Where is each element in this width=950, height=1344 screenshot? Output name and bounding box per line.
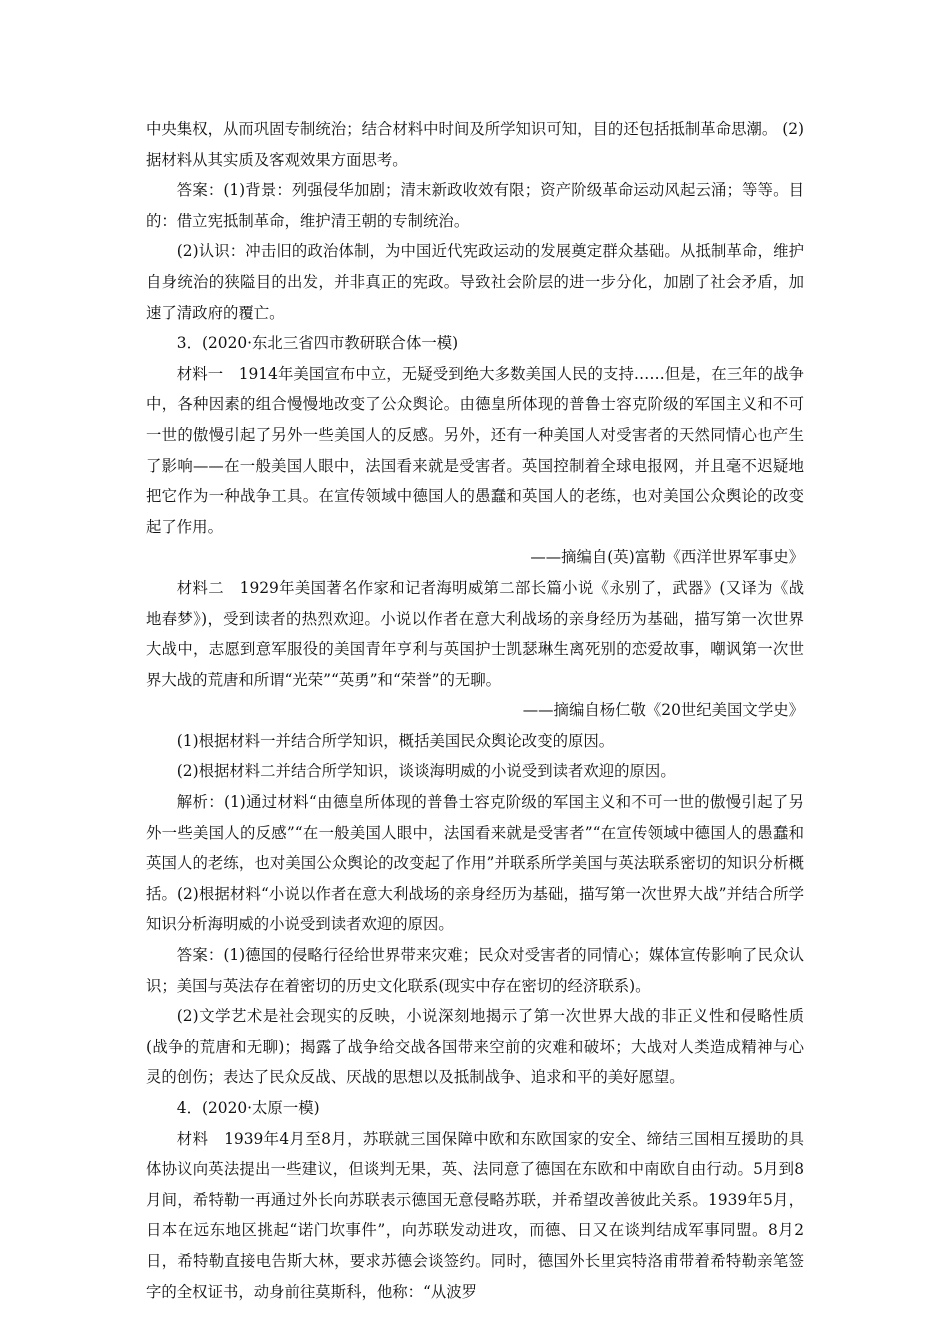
question-4-heading: 4．(2020·太原一模) <box>176 1099 320 1117</box>
answer-analysis-continued: 中央集权，从而巩固专制统治；结合材料中时间及所学知识可知，目的还包括抵制革命思潮。 (2)据材料从其实质及客观效果方面思考。 <box>146 120 804 169</box>
material-2-source: ——摘编自杨仁敬《20世纪美国文学史》 <box>522 701 804 720</box>
answer-part-1: 答案：(1)背景：列强侵华加剧；清末新政收效有限；资产阶级革命运动风起云涌；等等。目的：借立宪抵制革命，维护清王朝的专制统治。 <box>146 181 804 230</box>
question-3-analysis: 解析：(1)通过材料“由德皇所体现的普鲁士容克阶级的军国主义和不可一世的傲慢引起了另外一些美国人的反感”“在一般美国人眼中，法国看来就是受害者”“在宣传领域中德国人的愚蠢和英国人的老练，也对美国公众舆论的改变起了作用”并联系所学美国与英法联系密切的知识分析概括。(2)根据材料“小说以作者在意大利战场的亲身经历为基础，描写第一次世界大战”并结合所学知识分析海明威的小说受到读者欢迎的原因。 <box>146 793 804 934</box>
question-3-heading: 3．(2020·东北三省四市教研联合体一模) <box>176 334 459 353</box>
question-3-answer-2: (2)文学艺术是社会现实的反映，小说深刻地揭示了第一次世界大战的非正义性和侵略性质(战争的荒唐和无聊)；揭露了战争给交战各国带来空前的灾难和破坏；大战对人类造成精神与心灵的创伤；表达了民众反战、厌战的思想以及抵制战争、追求和平的美好愿望。 <box>146 1007 804 1087</box>
question-3-answer-1: 答案：(1)德国的侵略行径给世界带来灾难；民众对受害者的同情心；媒体宣传影响了民众认识；美国与英法存在着密切的历史文化联系(现实中存在密切的经济联系)。 <box>146 946 804 995</box>
question-3-sub-2: (2)根据材料二并结合所学知识，谈谈海明威的小说受到读者欢迎的原因。 <box>176 762 676 781</box>
question-3-material-1: 材料一 1914年美国宣布中立，无疑受到绝大多数美国人民的支持……但是，在三年的战争中，各种因素的组合慢慢地改变了公众舆论。由德皇所体现的普鲁士容克阶级的军国主义和不可一世的傲慢引起了另外一些美国人的反感。另外，还有一种美国人对受害者的天然同情心也产生了影响——在一般美国人眼中，法国看来就是受害者。英国控制着全球电报网，并且毫不迟疑地把它作为一种战争工具。在宣传领域中德国人的愚蠢和英国人的老练，也对美国公众舆论的改变起了作用。 <box>146 364 804 536</box>
question-4-material: 材料 1939年4月至8月，苏联就三国保障中欧和东欧国家的安全、缔结三国相互援助的具体协议向英法提出一些建议，但谈判无果，英、法同意了德国在东欧和中南欧自由行动。5月到8月间，希特勒一再通过外长向苏联表示德国无意侵略苏联，并希望改善彼此关系。1939年5月，日本在远东地区挑起“诺门坎事件”，向苏联发动进攻，而德、日又在谈判结成军事同盟。8月2日，希特勒直接电告斯大林，要求苏德会谈签约。同时，德国外长里宾特洛甫带着希特勒亲笔签字的全权证书，动身前往莫斯科，他称：“从波罗 <box>146 1129 804 1301</box>
material-1-source: ——摘编自(英)富勒《西洋世界军事史》 <box>530 548 804 567</box>
answer-part-2: (2)认识：冲击旧的政治体制，为中国近代宪政运动的发展奠定群众基础。从抵制革命，维护自身统治的狭隘目的出发，并非真正的宪政。导致社会阶层的进一步分化，加剧了社会矛盾，加速了清政府的覆亡。 <box>146 242 804 322</box>
question-3-material-2: 材料二 1929年美国著名作家和记者海明威第二部长篇小说《永别了，武器》(又译为《战地春梦》)，受到读者的热烈欢迎。小说以作者在意大利战场的亲身经历为基础，描写第一次世界大战中，志愿到意军服役的美国青年亨利与英国护士凯瑟琳生离死别的恋爱故事，嘲讽第一次世界大战的荒唐和所谓“光荣”“英勇”和“荣誉”的无聊。 <box>146 578 804 689</box>
document-page <box>146 114 804 1307</box>
question-3-sub-1: (1)根据材料一并结合所学知识，概括美国民众舆论改变的原因。 <box>176 731 615 750</box>
